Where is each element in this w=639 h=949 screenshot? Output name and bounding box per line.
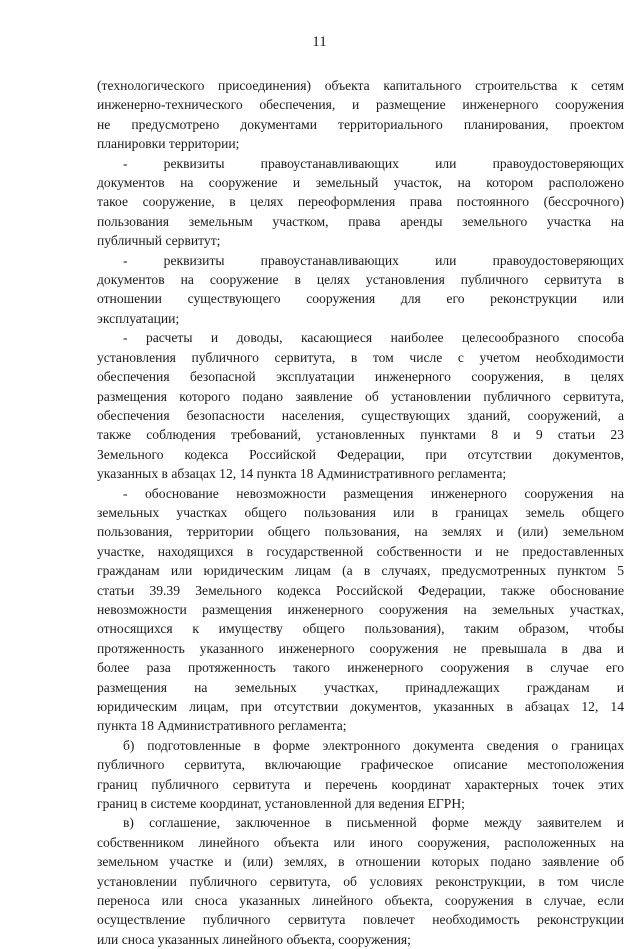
text-line: переноса или сноса указанных линейного объекта, сооружения в случае, если (97, 893, 624, 909)
text-line: - реквизиты правоустанавливающих или правоудостоверяющих (123, 155, 624, 171)
text-line: отношении существующего сооружения для его реконструкции или (97, 291, 624, 307)
text-line: публичный сервитут; (97, 233, 221, 249)
text-line: эксплуатации; (97, 310, 180, 326)
text-line: или сноса указанных линейного объекта, сооружения; (97, 931, 411, 947)
text-line: статьи 39.39 Земельного кодекса Российской Федерации, также обоснование (97, 582, 624, 598)
text-line: документов на сооружение в целях установления публичного сервитута в (97, 272, 624, 288)
text-line: установлении публичного сервитута, об условиях реконструкции, в том числе (97, 873, 624, 889)
text-line: такое сооружение, в целях переоформления права постоянного (бессрочного) (97, 194, 624, 210)
text-line: размещения на земельных участках, принадлежащих гражданам и (97, 679, 624, 695)
text-line: Земельного кодекса Российской Федерации, при отсутствии документов, (97, 446, 624, 462)
text-line: собственником линейного объекта или иного сооружения, расположенных на (97, 834, 624, 850)
text-line: границ в системе координат, установленной для ведения ЕГРН; (97, 796, 465, 812)
text-line: не предусмотрено документами территориального планирования, проектом (97, 116, 624, 132)
text-line: земельных участках общего пользования или в границах земель общего (97, 504, 624, 520)
text-line: протяженность указанного инженерного сооружения не превышала в два и (97, 640, 624, 656)
text-line: пользования земельным участком, права аренды земельного участка на (97, 213, 624, 229)
paragraph-calculations (97, 328, 624, 483)
text-line: установления публичного сервитута, в том числе с учетом необходимости (97, 349, 624, 365)
page-number: 11 (312, 34, 327, 50)
paragraph-continuation (97, 76, 624, 154)
paragraph-requisites-reissue (97, 154, 624, 251)
paragraph-item-b (97, 736, 624, 814)
text-line: размещения которого подано заявление об установлении публичного сервитута, (97, 388, 624, 404)
text-line: пункта 18 Административного регламента; (97, 718, 347, 734)
text-line: обеспечения безопасности населения, существующих зданий, сооружений, а (97, 407, 624, 423)
text-line: невозможности размещения инженерного сооружения на земельных участках, (97, 601, 624, 617)
text-line: - реквизиты правоустанавливающих или правоудостоверяющих (123, 252, 624, 268)
text-line: указанных в абзацах 12, 14 пункта 18 Административного регламента; (97, 466, 507, 482)
text-line: гражданам или юридическим лицам (а в случаях, предусмотренных пунктом 5 (97, 563, 624, 579)
text-line: планировки территории; (97, 136, 240, 152)
text-line: относящихся к имуществу общего пользования), таким образом, чтобы (97, 621, 624, 637)
text-line: более раза протяженность такого инженерного сооружения в случае его (97, 660, 624, 676)
text-line: границ публичного сервитута и перечень координат характерных точек этих (97, 776, 624, 792)
text-line: в) соглашение, заключенное в письменной форме между заявителем и (123, 815, 624, 831)
text-line: юридическим лицам, при отсутствии документов, указанных в абзацах 12, 14 (97, 699, 624, 714)
text-line: инженерно-технического обеспечения, и размещение инженерного сооружения (97, 97, 624, 113)
text-line: осуществление публичного сервитута повлечет необходимость реконструкции (97, 912, 624, 928)
document-body (97, 76, 624, 949)
paragraph-justification (97, 484, 624, 736)
paragraph-requisites-existing (97, 251, 624, 329)
paragraph-item-v (97, 813, 624, 949)
text-line: земельном участке и (или) землях, в отношении которых подано заявление об (97, 854, 624, 870)
text-line: обеспечения безопасной эксплуатации инженерного сооружения, в целях (97, 369, 624, 385)
text-line: (технологического присоединения) объекта капитального строительства к сетям (97, 78, 624, 93)
text-line: также соблюдения требований, установленных пунктами 8 и 9 статьи 23 (97, 427, 624, 443)
text-line: б) подготовленные в форме электронного документа сведения о границах (123, 737, 624, 753)
text-line: - расчеты и доводы, касающиеся наиболее целесообразного способа (123, 330, 624, 346)
text-line: - обоснование невозможности размещения инженерного сооружения на (123, 485, 624, 501)
text-line: пользования, территории общего пользования, на землях и (или) земельном (97, 524, 624, 540)
text-line: документов на сооружение и земельный участок, на котором расположено (97, 175, 624, 191)
text-line: публичного сервитута, включающие графическое описание местоположения (97, 757, 624, 773)
text-line: участке, находящихся в государственной собственности и не предоставленных (97, 543, 624, 559)
